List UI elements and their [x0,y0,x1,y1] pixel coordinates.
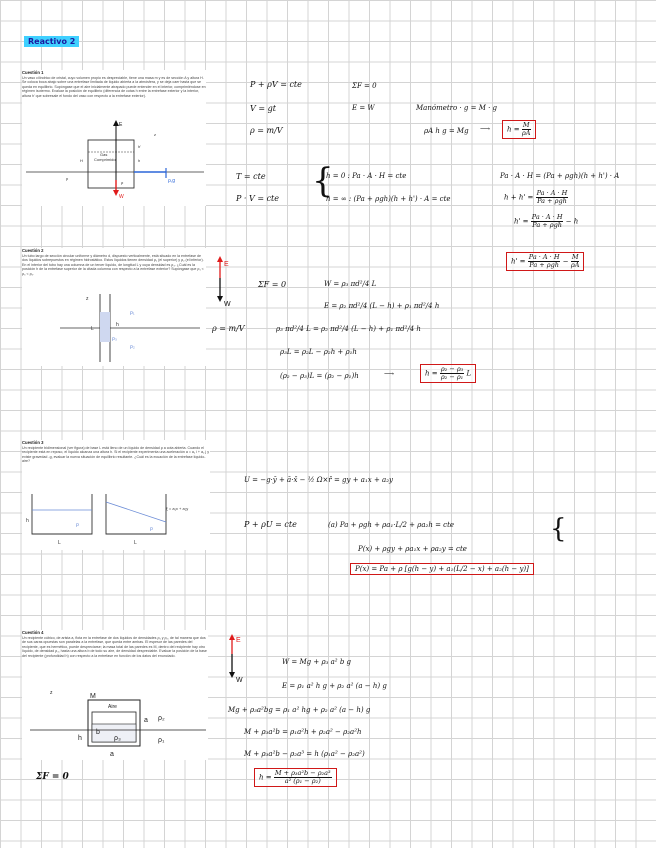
fig1-H-label: H [80,158,83,163]
fig3-eq-label: ξ = a₁x + a₂y [166,506,189,511]
page-title: Reactivo 2 [24,36,79,47]
s1-box2-den2: ρA [570,261,580,269]
s1-eq-h0: h = 0 : Pa · A · H = cte [326,172,407,180]
fig4-M-label: M [90,693,96,700]
s1-box2-frac2 [571,254,580,269]
fig3-L2-label: L [134,540,137,546]
s1-box2-num: Pa · A · H [528,253,560,261]
fig1-rhog-label: ρ,g [168,178,176,184]
s3-eq-bernoulli: P + ρU = cte [244,520,297,529]
s2-box-num: ρ₂ − ρ₃ [440,365,464,373]
s1-result-box-1 [502,120,536,139]
s1-hp-num: Pa · A · H [531,213,563,221]
s4-box-den: a² (ρ₁ − ρ₂) [284,777,321,785]
question-1-text: Un vaso cilíndrico de cristal, cuyo volumen propio es despreciable, tiene una masa m y es de sección A y altura H. Se coloca boca abajo sobre una entrefase limitada de líquido abierta a la atmósfera, y se deja caer hasta que se queda en equilibrio. Supóngase que el aire inicialmente atrapado puede entender en el interior, comprimiéndose en régimen isotermo. Evaluar la posición de equilibrio (diferencia de cotas h entre la entrefase exterior y la interior, altura h' que sobresale el fondo del vaso con respecto a la entrefase exterior). [22,76,206,98]
s1-hhp-pre: h + h' = [504,193,534,202]
s4-arrow-W: W [236,677,243,684]
s2-result-box [420,364,476,383]
s4-eq-W: W = Mg + ρ₃ a² b g [282,658,352,666]
s4-eq-factor: M + ρ₃a²b − ρ₂a³ = h (ρ₁a² − ρ₂a²) [244,750,365,758]
s1-box2-den: Pa + ρgh [529,261,559,269]
fig3-h-label: h [26,518,29,524]
fig4-a-side-label: a [144,717,148,724]
s4-box-pre: h = [259,773,272,782]
s1-eq-PV: P · V = cte [236,194,280,203]
s1-eq-hhp [504,190,568,205]
s1-box2-pre: h' = [511,257,526,266]
s2-box-post: L [466,369,472,378]
s4-box-frac [274,770,332,785]
s1-eq-manometro: Manómetro · g = M · g [416,104,498,112]
s4-result-box [254,768,337,787]
s1-eq-bernoulli: P + ρV = cte [250,80,302,89]
q4-sumF: ΣF = 0 [36,772,69,782]
question-3-title: Cuestión 3 [22,440,44,445]
s2-box-den: ρ₂ − ρ₁ [440,373,464,381]
s1-result-box-2 [506,252,584,271]
s1-hhp-den: Pa + ρgh [537,197,567,205]
question-4-text: Un recipiente cúbico, de arista a, flota en la entrefase de dos líquidos de densidades ρ₁ y ρ₂, de tal manera que dos de sus caras opuestas son paralelas a la entrefase, que queda entre ambas. El espesor de las paredes del recipiente, que es hermético, puede despreciarse; la masa total de las paredes es M, dentro del recipiente hay otro líquido, de densidad ρ₃, hasta una altura b de todo su aire, de densidad despreciable. Evaluar la posición de la base del recipiente (profundidad h) con respecto a la entrefase en función de los datos del enunciado. [22,636,207,658]
s1-box1-frac [522,122,531,137]
s2-force-arrows [214,254,238,310]
s1-eq-sumF: ΣF = 0 [352,82,377,90]
fig4-z-label: z [50,690,53,696]
s1-arrow: ⟶ [480,125,491,133]
s1-box1-pre: h = [507,125,520,134]
fig3-L1-label: L [58,540,61,546]
fig4-a-bottom-label: a [110,751,114,758]
s1-eq-rho: ρ = m/V [250,126,283,135]
s1-box1-num: M [522,121,530,129]
fig1-hprime-label: h' [138,144,141,149]
s1-hp-pre: h' = [514,217,529,226]
question-3-text: Un recipiente bidimensional (ver figura) de base L está lleno de un líquido de densidad ρ a cota abierta. Cuando el recipiente está en reposo, el líquido alcanza una altura h. Si el recipiente experimenta una aceleración a = a₁ i + a₂ j y existe gravedad -g, evaluar la nueva situación de equilibrio resultante. ¿Cuál es la ecuación de la entrefase líquido-aire? [22,446,210,464]
s1-eq-v: V = gt [250,104,276,113]
question-4-title: Cuestión 4 [22,630,44,635]
s3-eq-Px: P(x) + ρgy + ρa₁x + ρa₂y = cte [358,545,467,553]
question-2-figure [60,288,200,364]
s2-arrow: ⟶ [384,370,395,378]
s1-eq-T: T = cte [236,172,266,181]
s2-box-pre: h = [425,369,438,378]
fig4-h-label: h [78,735,82,742]
s1-eq-rhoAhg: ρA h g = Mg [424,127,469,135]
question-3-figure [26,488,212,548]
s1-eq-hp [514,214,578,229]
s1-eq-hinf: h = ∞ : (Pa + ρgh)(h + h') · A = cte [326,195,451,203]
s1-box2-mid: − [562,257,569,266]
fig4-aire-label: Aire [108,704,117,710]
question-1-title: Cuestión 1 [22,70,44,75]
question-1-figure [26,118,212,204]
s3-result-box [350,563,534,575]
fig1-arrow-E: E [119,122,123,128]
s2-eq-balance: ρ₃ πd²/4 L = ρ₂ πd²/4 (L − h) + ρ₁ πd²/4 h [276,325,421,333]
fig4-rho3-label: ρ₃ [114,735,121,742]
fig1-h-label: h [138,158,141,163]
question-2-text: Un tubo largo de sección circular uniforme y diámetro d, dispuesto verticalmente, está situado en la entrefase de dos líquidos sobrepuestos en régimen hidrostático. Estos líquidos tienen densidad ρ₁ (el superior) y ρ₂ (el inferior). En el interior del tubo hay una columna de un tercer líquido, de longitud L y cuya densidad es ρ₃. ¿Cuál es la posición h de la entrefase superior de la citada columna con respecto a la entrefase exterior? Supóngase que ρ₁ < ρ₃ < ρ₂. [22,254,204,276]
s3-box-text: P(x) = Pa + ρ [g(h − y) + a₁(L/2 − x) + a₂(h − y)] [355,565,529,573]
s4-eq-E: E = ρ₁ a² h g + ρ₂ a² (a − h) g [282,682,387,690]
s4-box-num: M + ρ₃a²b − ρ₂a³ [274,769,331,777]
fig3-rho1-label: ρ [76,522,79,528]
s1-eq-paAH: Pa · A · H = (Pa + ρgh)(h + h') · A [500,172,620,180]
s3-eq-a: (a) Pa + ρgh + ρa₁·L/2 + ρa₂h = cte [328,521,455,529]
s2-eq-E: E = ρ₂ πd²/4 (L − h) + ρ₁ πd²/4 h [324,302,440,310]
s4-arrow-E: E [236,637,241,644]
fig1-gas-label: Gas [100,152,108,157]
s4-force-arrows [226,632,250,686]
fig1-comprimido-label: Comprimido [94,157,116,162]
s3-eq-potential: U = −g·ȳ + ā·x̄ − ½ Ω×r̄ = gy + a₁x + a₂y [244,476,393,484]
s1-hhp-num: Pa · A · H [536,189,568,197]
question-2-title: Cuestión 2 [22,248,44,253]
s2-eq-factor: (ρ₂ − ρ₃)L = (ρ₂ − ρ₁)h [280,372,359,380]
s1-hp-den: Pa + ρgh [532,221,562,229]
fig4-rho2-label: ρ₂ [158,715,165,722]
s2-eq-simplify: ρ₃L = ρ₂L − ρ₂h + ρ₁h [280,348,357,356]
fig2-h-label: h [116,322,119,328]
s1-eq-EW: E = W [352,104,375,112]
s1-hp-frac [531,214,564,229]
fig2-rho1-label: ρ₁ [130,310,135,316]
s4-eq-balance: Mg + ρ₃a²bg = ρ₁ a² hg + ρ₂ a² (a − h) g [228,706,371,714]
s2-eq-W: W = ρ₃ πd²/4 L [324,280,377,288]
fig2-z-label: z [86,296,89,302]
s1-hp-post: − h [565,217,579,226]
s2-arrow-W: W [224,301,231,308]
s1-box2-frac1 [528,254,561,269]
fig1-z-label: z [154,132,156,137]
fig1-p-label: p [66,176,69,181]
s3-brace: { [550,514,567,544]
s1-hhp-frac [536,190,569,205]
fig1-arrow-W: W [119,194,124,200]
fig2-L-label: L [91,326,94,332]
fig3-rho2-label: ρ [150,526,153,532]
fig4-b-label: b [96,729,100,736]
s4-eq-simplify: M + ρ₃a²b = ρ₁a²h + ρ₂a² − ρ₂a²h [244,728,362,736]
question-4-figure [30,684,206,760]
fig4-rho1-label: ρ₁ [158,737,165,744]
s2-arrow-E: E [224,261,229,268]
s2-eq-rho: ρ = m/V [212,324,245,333]
s2-box-frac [440,366,464,381]
s1-box1-den: ρA [521,129,531,137]
s1-box2-num2: M [571,253,579,261]
s1-brace: { [312,161,334,201]
fig1-rho-label: ρ [121,180,124,185]
fig2-rho2-label: ρ₂ [130,344,135,350]
fig2-rho3-label: ρ₃ [112,336,117,342]
s2-eq-sumF: ΣF = 0 [258,280,287,289]
